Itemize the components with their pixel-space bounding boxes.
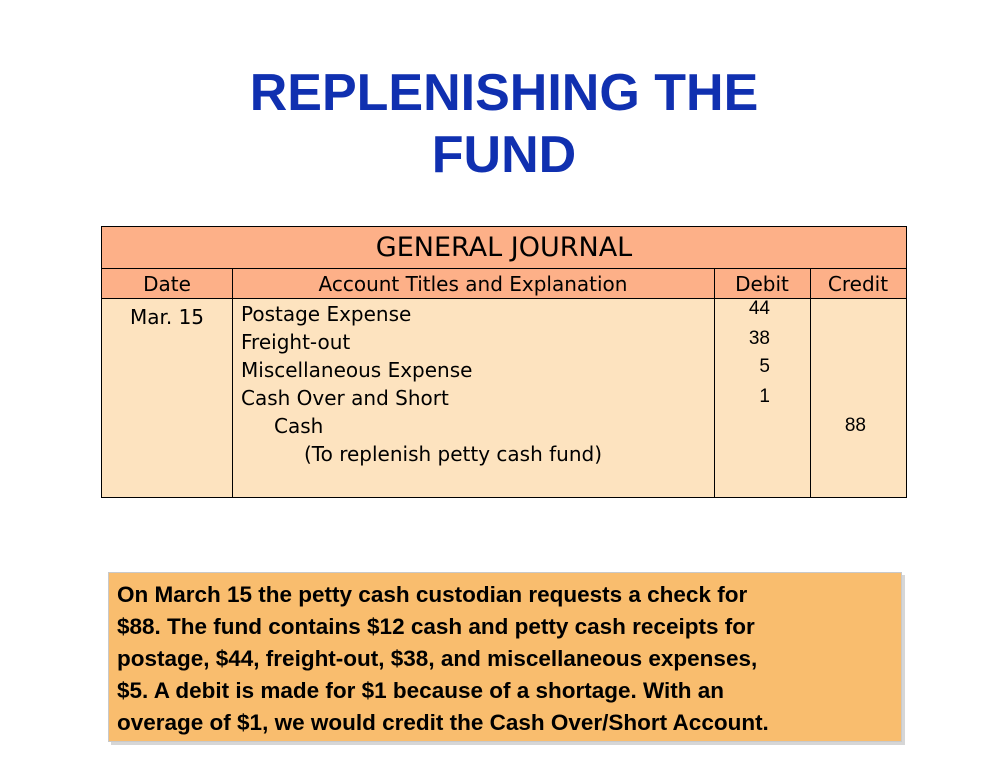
account-line: Postage Expense [241,302,412,326]
debit-amount: 1 [759,386,770,407]
slide-title [0,62,1008,186]
journal-body [102,299,906,497]
note-line: $5. A debit is made for $1 because of a shortage. With an [117,678,725,703]
account-line-explanation: (To replenish petty cash fund) [304,442,603,466]
account-line: Freight-out [241,330,351,354]
entry-date: Mar. 15 [129,305,205,329]
slide-title-line-1: REPLENISHING THE [249,64,759,122]
column-header-debit: Debit [735,272,789,296]
note-line: postage, $44, freight-out, $38, and miscellaneous expenses, [117,646,758,671]
debit-amount: 44 [748,298,770,319]
account-line: Cash [274,414,324,438]
note-line: $88. The fund contains $12 cash and petty cash receipts for [117,614,755,639]
column-header-date: Date [143,272,191,296]
general-journal-table [101,226,907,498]
account-line: Cash Over and Short [241,386,449,410]
credit-amount: 88 [844,415,866,436]
column-header-account: Account Titles and Explanation [318,272,628,296]
debit-amount: 38 [748,328,770,349]
note-line: On March 15 the petty cash custodian requests a check for [117,582,748,607]
explanation-note [108,572,902,742]
column-header-credit: Credit [827,272,889,296]
debit-amount: 5 [759,356,770,377]
slide-title-line-2: FUND [431,126,577,184]
note-line: overage of $1, we would credit the Cash Over/Short Account. [117,710,769,735]
journal-heading: GENERAL JOURNAL [102,227,906,269]
column-header-row [102,269,906,299]
account-line: Miscellaneous Expense [241,358,473,382]
